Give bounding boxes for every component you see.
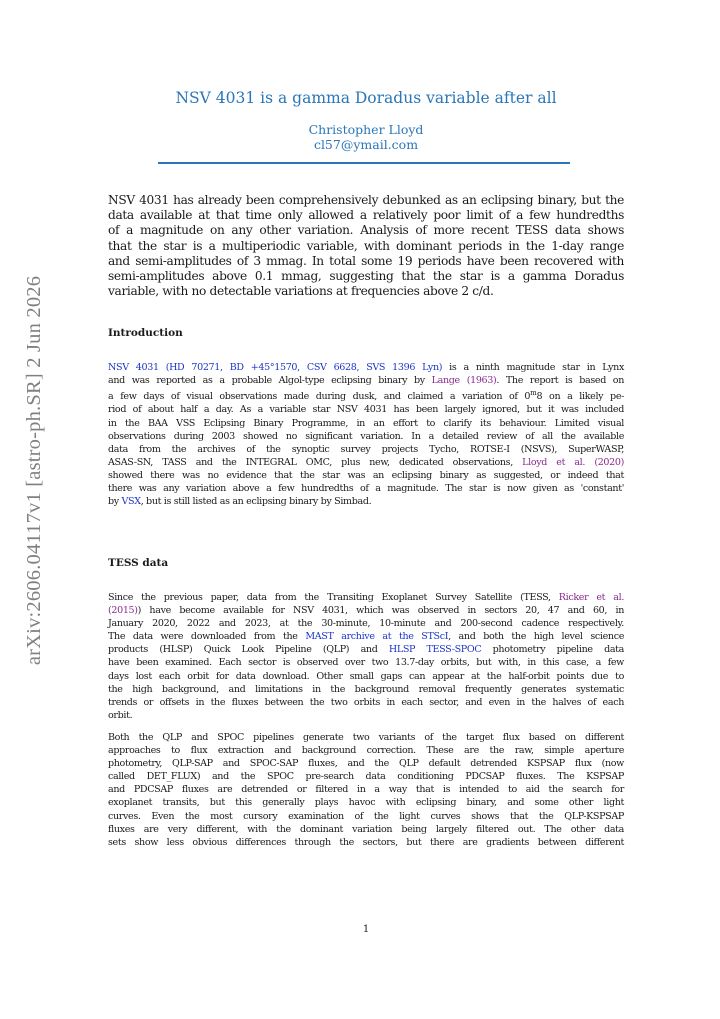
- text-line: photometry, QLP-SAP and SPOC-SAP fluxes, and the QLP default detrended KSPSAP flux (now: [108, 758, 624, 770]
- text-line: called DET_FLUX) and the SPOC pre-search data conditioning PDCSAP fluxes. The KSPSAP: [108, 771, 624, 783]
- text-line: exoplanet transits, but this generally plays havoc with eclipsing binary, and some other light: [108, 797, 624, 809]
- tess-paragraph-1: Since the previous paper, data from the Transiting Exoplanet Survey Satellite (TESS, Ricker et al. (2015)) have become available for NSV 4031, which was observed in sectors 20, 47 and 60, in January 2020, 2022 and 2023, at the 30-minute, 10-minute and 200-second cadence respectively. The data were downloaded from the MAST archive at the STScI, and both the high level science products (HLSP) Quick Look Pipeline (QLP) and HLSP TESS-SPOC photometry pipeline data have been examined. Each sector is observed over two 13.7-day orbits, but with, in this case, a few days lost each orbit for data download. Other small gaps can appear at the half-orbit points due to the high background, and limitations in the background removal frequently generates systematic trends or offsets in the fluxes between the two orbits in each sector, and even in the halves of each orbit.: [108, 592, 625, 721]
- text-line: fluxes are very different, with the dominant variation being largely filtered out. The other data: [108, 823, 624, 835]
- star-identifiers-link[interactable]: NSV 4031 (HD 70271, BD +45°1570, CSV 6628, SVS 1396 Lyn): [108, 362, 443, 373]
- abstract: [108, 193, 624, 299]
- author-name: Christopher Lloyd: [308, 122, 424, 137]
- text-line: curves. Even the most cursory examination of the light curves shows that the QLP-KSPSAP: [108, 810, 624, 822]
- text-line: that the star is a multiperiodic variable, with dominant periods in the 1-day range: [108, 238, 624, 253]
- tess-paragraph-2: [108, 731, 624, 849]
- ricker-year-link[interactable]: (2015): [108, 605, 138, 617]
- text-line: data available at that time only allowed a relatively poor limit of a few hundredths: [108, 208, 624, 223]
- text-line: Both the QLP and SPOC pipelines generate two variants of the target flux based on different: [108, 732, 624, 743]
- lloyd-citation-link[interactable]: Lloyd et al. (2020): [522, 456, 624, 468]
- title-divider: [158, 162, 570, 164]
- text-line: of a magnitude on any other variation. Analysis of more recent TESS data shows: [108, 223, 624, 238]
- hlsp-tess-spoc-link[interactable]: HLSP TESS-SPOC: [388, 644, 482, 656]
- lange-year-link[interactable]: (1963): [466, 375, 497, 387]
- text-line: and PDCSAP fluxes are detrended or filtered in a way that is intended to aid the search for: [108, 784, 624, 796]
- text-line: and semi-amplitudes of 3 mmag. In total some 19 periods have been recovered with: [108, 253, 624, 268]
- text-line: NSV 4031 has already been comprehensively debunked as an eclipsing binary, but the: [108, 193, 624, 207]
- mast-archive-link[interactable]: MAST archive at the STScI: [305, 631, 449, 643]
- ricker-citation-link[interactable]: Ricker et al.: [558, 592, 625, 603]
- introduction-paragraph: NSV 4031 (HD 70271, BD +45°1570, CSV 6628, SVS 1396 Lyn) is a ninth magnitude star in Lynx and was reported as a probable Algol-type eclipsing binary by Lange (1963). The report is based on a few days of visual observations made during dusk, and claimed a variation of 0$^m$8 on a likely pe- riod of about half a day. As a variable star NSV 4031 has been largely ignored, but it was included in the BAA VSS Eclipsing Binary Programme, in an effort to clarify its behaviour. Limited visual observations during 2003 showed no significant variation. In a detailed review of all the available data from the archives of the synoptic survey projects Tycho, ROTSE-I (NSVS), SuperWASP, ASAS-SN, TASS and the INTEGRAL OMC, plus new, dedicated observations, Lloyd et al. (2020) showed there was no evidence that the star was an eclipsing binary as suggested, or indeed that there was any variation above a few hundredths of a magnitude. The star is now given as 'constant' by VSX, but is still listed as an eclipsing binary by Simbad.: [108, 362, 625, 508]
- section-heading-tess-data: TESS data: [108, 557, 169, 569]
- text-line: sets show less obvious differences through the sectors, but there are gradients between different: [108, 836, 624, 848]
- paper-title: NSV 4031 is a gamma Doradus variable after all: [175, 89, 557, 107]
- author-email: cl57@ymail.com: [313, 137, 419, 152]
- vsx-link[interactable]: VSX: [121, 496, 141, 508]
- author-block: [108, 122, 624, 152]
- text-line: semi-amplitudes above 0.1 mmag, suggesting that the star is a gamma Doradus: [108, 269, 624, 284]
- arxiv-sidebar-stamp: [20, 275, 50, 665]
- text-line: variable, with no detectable variations at frequencies above 2 c/d.: [108, 284, 494, 299]
- text-line: approaches to flux extraction and background correction. These are the raw, simple aperture: [108, 745, 624, 757]
- page-number: 1: [362, 924, 370, 935]
- lange-citation-link[interactable]: Lange: [431, 375, 460, 387]
- arxiv-identifier: arXiv:2606.04117v1 [astro-ph.SR] 2 Jun 2026: [23, 275, 46, 665]
- section-heading-introduction: Introduction: [108, 327, 183, 339]
